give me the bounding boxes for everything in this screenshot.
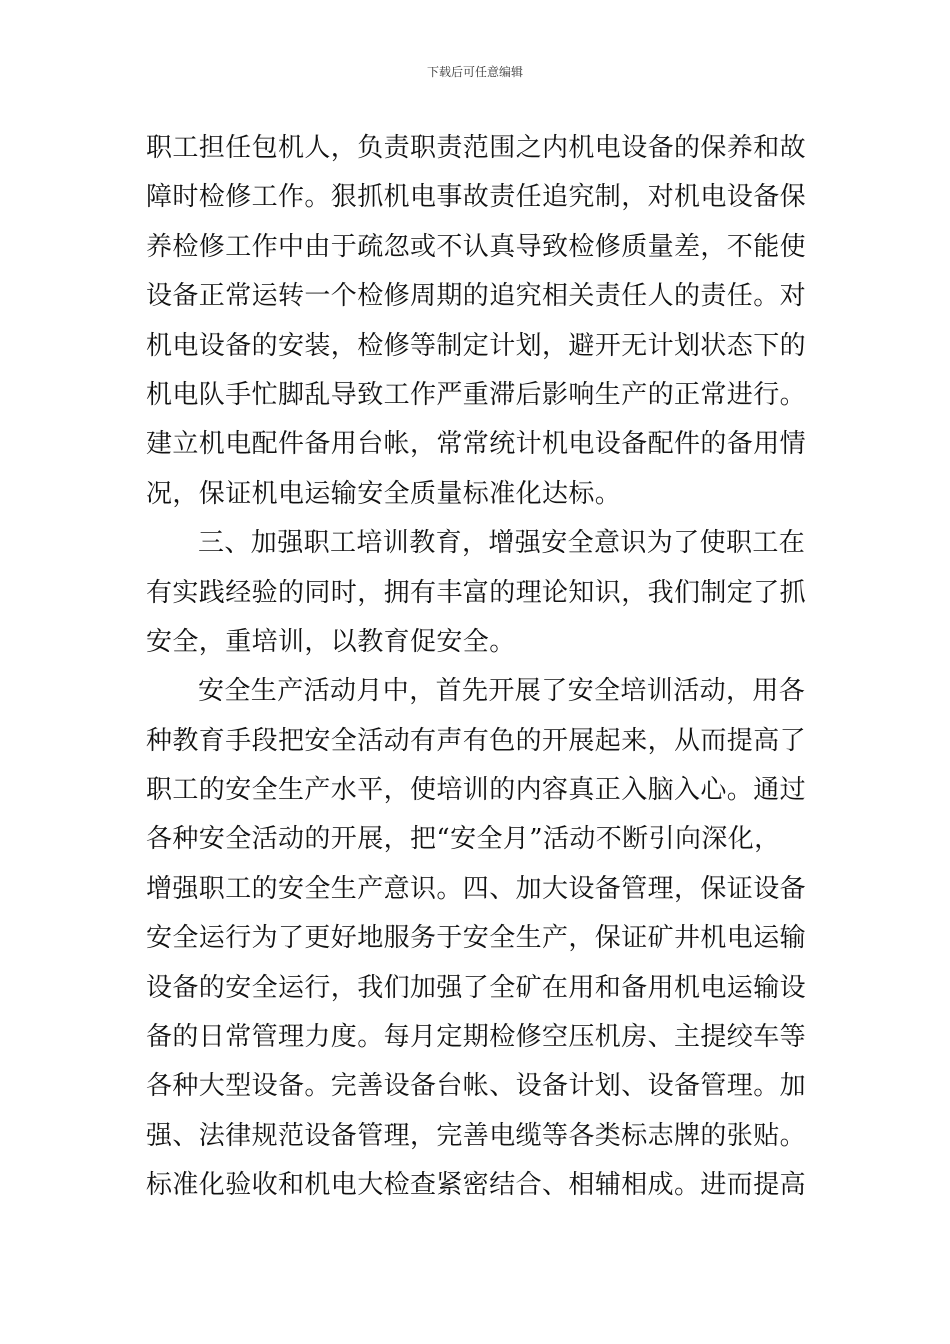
text-line: 机电设备的安装，检修等制定计划，避开无计划状态下的 <box>146 330 807 361</box>
text-line: 机电队手忙脚乱导致工作严重滞后影响生产的正常进行。 <box>146 379 807 410</box>
text-line: 建立机电配件备用台帐，常常统计机电设备配件的备用情 <box>146 429 807 460</box>
text-line: 设备的安全运行，我们加强了全矿在用和备用机电运输设 <box>146 972 807 1003</box>
text-line: 种教育手段把安全活动有声有色的开展起来，从而提高了 <box>146 725 807 756</box>
text-line: 备的日常管理力度。每月定期检修空压机房、主提绞车等 <box>146 1022 807 1053</box>
body-text <box>146 124 808 1211</box>
text-line: 职工的安全生产水平，使培训的内容真正入脑入心。通过 <box>146 775 807 806</box>
text-line: 有实践经验的同时，拥有丰富的理论知识，我们制定了抓 <box>146 577 807 608</box>
text-line: 增强职工的安全生产意识。四、加大设备管理，保证设备 <box>146 873 807 904</box>
text-line: 职工担任包机人，负责职责范围之内机电设备的保养和故 <box>146 133 807 163</box>
text-line: 安全运行为了更好地服务于安全生产，保证矿井机电运输 <box>146 923 807 954</box>
text-line: 安全，重培训，以教育促安全。 <box>146 626 516 657</box>
page-header: 下载后可任意编辑 <box>426 65 523 79</box>
text-line: 标准化验收和机电大检查紧密结合、相辅相成。进而提高 <box>146 1170 807 1201</box>
text-line: 各种大型设备。完善设备台帐、设备计划、设备管理。加 <box>146 1071 807 1102</box>
text-line: 安全生产活动月中，首先开展了安全培训活动，用各 <box>198 676 806 707</box>
text-line: 各种安全活动的开展，把“安全月”活动不断引向深化， <box>146 824 781 855</box>
text-line: 况，保证机电运输安全质量标准化达标。 <box>146 478 622 509</box>
text-line: 三、加强职工培训教育，增强安全意识为了使职工在 <box>198 528 806 559</box>
text-line: 强、法律规范设备管理，完善电缆等各类标志牌的张贴。 <box>146 1120 807 1151</box>
text-line: 设备正常运转一个检修周期的追究相关责任人的责任。对 <box>146 281 807 312</box>
text-line: 障时检修工作。狠抓机电事故责任追究制，对机电设备保 <box>146 182 807 213</box>
text-line: 养检修工作中由于疏忽或不认真导致检修质量差，不能使 <box>146 231 807 262</box>
